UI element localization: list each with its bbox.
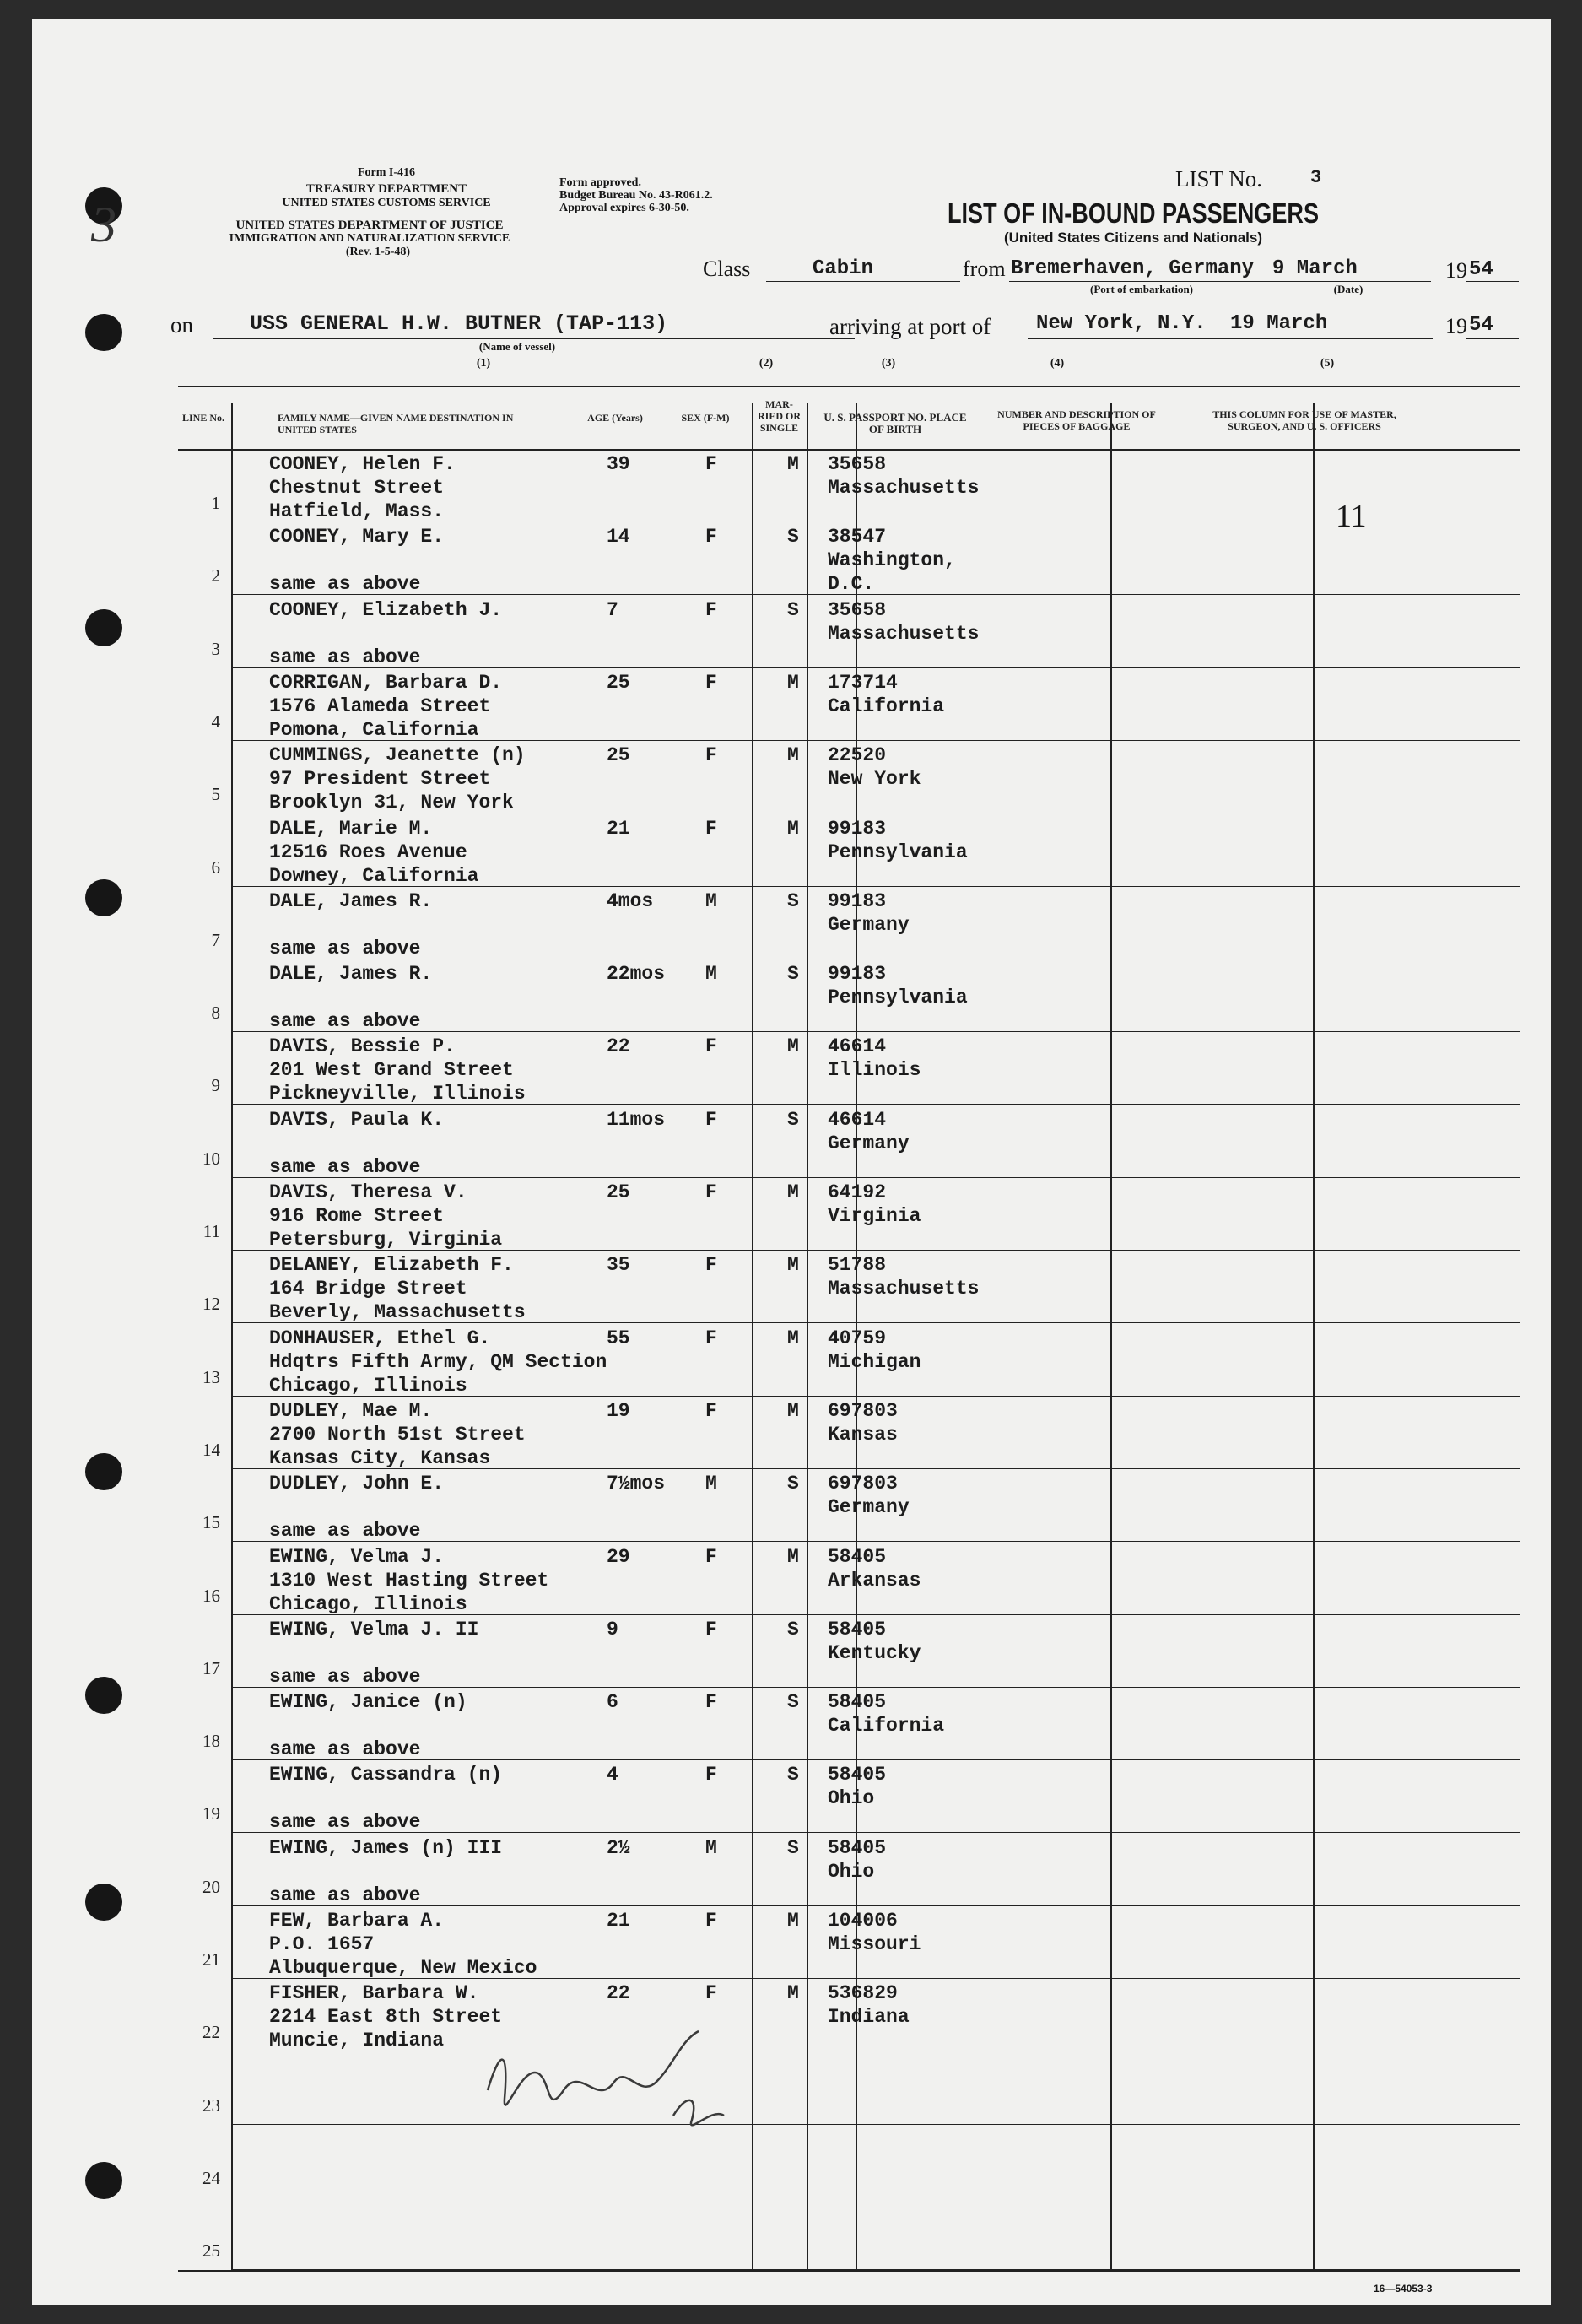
line-number: 2 [211, 565, 220, 586]
place-of-birth: Massachusetts [828, 1278, 980, 1300]
port-of-embarkation: Bremerhaven, Germany [1011, 257, 1255, 280]
age: 25 [607, 1181, 630, 1203]
passport-number: 99183 [828, 889, 887, 912]
marital-status: S [787, 1473, 799, 1495]
passport-number: 173714 [828, 671, 898, 694]
class-value: Cabin [813, 257, 874, 280]
place-of-birth: Massachusetts [828, 622, 980, 645]
passenger-name: DONHAUSER, Ethel G. [269, 1327, 491, 1349]
table-top-rule [178, 386, 1520, 387]
passport-number: 64192 [828, 1181, 887, 1203]
table-row [178, 2124, 1520, 2197]
destination-street: 2214 East 8th Street [269, 2006, 503, 2029]
marital-status: M [787, 1035, 799, 1058]
passenger-name: DUDLEY, Mae M. [269, 1399, 433, 1422]
line-number: 11 [202, 1221, 220, 1241]
col-header-name: FAMILY NAME—GIVEN NAME DESTINATION IN UNITED STATES [278, 412, 514, 435]
destination-city: Hatfield, Mass. [269, 500, 445, 522]
passenger-name: EWING, Cassandra (n) [269, 1764, 503, 1786]
destination-city: Chicago, Illinois [269, 1374, 467, 1397]
line-number: 20 [202, 1876, 220, 1897]
marital-status: S [787, 1108, 799, 1131]
destination-street: 916 Rome Street [269, 1205, 445, 1227]
passenger-name: EWING, Velma J. [269, 1545, 445, 1568]
table-row [178, 595, 1520, 667]
passport-number: 58405 [828, 1691, 887, 1714]
table-row [178, 813, 1520, 886]
age: 2½ [607, 1836, 630, 1859]
line-number: 6 [211, 857, 220, 878]
age: 25 [607, 671, 630, 694]
table-row [178, 1542, 1520, 1614]
table-row [178, 449, 1520, 522]
passport-number: 697803 [828, 1399, 898, 1422]
sex: F [705, 1764, 717, 1786]
sex: F [705, 453, 717, 475]
place-of-birth: Ohio [828, 1787, 875, 1810]
age: 6 [607, 1691, 618, 1714]
line-number: 24 [202, 2167, 220, 2188]
table-row [178, 1759, 1520, 1832]
punch-hole [85, 1453, 122, 1490]
departure-date: 9 March [1272, 257, 1358, 280]
sex: F [705, 526, 717, 549]
sex: F [705, 1910, 717, 1932]
marital-status: S [787, 1836, 799, 1859]
sex: F [705, 1108, 717, 1131]
arriving-label: arriving at port of [829, 314, 991, 339]
destination-city: same as above [269, 1520, 421, 1543]
destination-city: Chicago, Illinois [269, 1592, 467, 1615]
line-number: 3 [211, 638, 220, 659]
page-subtitle: (United States Citizens and Nationals) [1003, 230, 1263, 246]
passenger-name: DELANEY, Elizabeth F. [269, 1254, 514, 1277]
line-number: 19 [202, 1803, 220, 1824]
arrival-year-prefix: 19 [1445, 314, 1467, 338]
col-number-3: (3) [881, 357, 896, 370]
destination-street: Chestnut Street [269, 477, 445, 499]
place-of-birth: Illinois [828, 1059, 921, 1082]
destination-city: same as above [269, 1665, 421, 1688]
passenger-list-sheet [32, 19, 1551, 2305]
passport-number: 99183 [828, 963, 887, 986]
destination-city: Muncie, Indiana [269, 2029, 445, 2052]
passport-number: 46614 [828, 1035, 887, 1058]
passenger-name: COONEY, Elizabeth J. [269, 598, 503, 621]
place-of-birth: Germany [828, 1496, 910, 1519]
table-row [178, 1614, 1520, 1687]
arrival-port: New York, N.Y. [1036, 312, 1207, 335]
marital-status: M [787, 1545, 799, 1568]
destination-city: same as above [269, 1811, 421, 1834]
list-number-label: LIST No. [1175, 166, 1263, 192]
destination-city: same as above [269, 937, 421, 959]
punch-hole [85, 2162, 122, 2199]
place-of-birth: Michigan [828, 1350, 921, 1373]
place-of-birth: New York [828, 768, 921, 791]
line-number: 5 [211, 784, 220, 805]
age: 4mos [607, 889, 654, 912]
destination-city: same as above [269, 1884, 421, 1906]
col-header-officers: THIS COLUMN FOR USE OF MASTER, SURGEON, AND U. S. OFFICERS [1212, 408, 1396, 432]
place-of-birth: Washington, D.C. [828, 549, 956, 596]
passenger-name: DALE, Marie M. [269, 817, 433, 840]
list-number: 3 [1310, 167, 1322, 188]
destination-city: Pickneyville, Illinois [269, 1083, 526, 1105]
punch-hole [85, 1677, 122, 1714]
line-number: 4 [211, 711, 220, 732]
table-row [178, 886, 1520, 959]
place-of-birth: Kansas [828, 1423, 898, 1446]
age: 22mos [607, 963, 666, 986]
age: 21 [607, 1910, 630, 1932]
table-row [178, 740, 1520, 813]
passenger-name: CUMMINGS, Jeanette (n) [269, 744, 526, 767]
marital-status: M [787, 1910, 799, 1932]
age: 21 [607, 817, 630, 840]
place-of-birth: California [828, 1715, 945, 1738]
passenger-name: FEW, Barbara A. [269, 1910, 445, 1932]
class-label: Class [703, 257, 751, 281]
sex: F [705, 817, 717, 840]
punch-hole [85, 314, 122, 351]
col-number-2: (2) [759, 357, 774, 370]
table-row [178, 1396, 1520, 1468]
age: 19 [607, 1399, 630, 1422]
handwritten-mark: 3 [91, 197, 116, 252]
passport-number: 46614 [828, 1108, 887, 1131]
passenger-name: EWING, James (n) III [269, 1836, 503, 1859]
marital-status: S [787, 889, 799, 912]
table-row [178, 2197, 1520, 2269]
age: 55 [607, 1327, 630, 1349]
place-of-birth: Missouri [828, 1933, 921, 1955]
form-number: Form I-416 [357, 166, 416, 179]
col-number-1: (1) [476, 357, 491, 370]
arrival-year: 54 [1469, 314, 1493, 337]
destination-city: Petersburg, Virginia [269, 1229, 503, 1251]
marital-status: S [787, 598, 799, 621]
col-header-age: AGE (Years) [587, 412, 643, 424]
passenger-name: FISHER, Barbara W. [269, 1982, 479, 2005]
age: 14 [607, 526, 630, 549]
table-row [178, 1687, 1520, 1759]
line-number: 25 [202, 2240, 220, 2262]
place-of-birth: California [828, 694, 945, 717]
place-of-birth: Ohio [828, 1860, 875, 1883]
passenger-name: DALE, James R. [269, 889, 433, 912]
age: 4 [607, 1764, 618, 1786]
passport-number: 99183 [828, 817, 887, 840]
footer-code: 16—54053-3 [1374, 2283, 1433, 2294]
departure-year-prefix: 19 [1445, 258, 1467, 283]
place-of-birth: Pennsylvania [828, 840, 968, 863]
passport-number: 58405 [828, 1545, 887, 1568]
sex: M [705, 1836, 717, 1859]
col-header-line: LINE No. [181, 412, 224, 424]
passport-number: 58405 [828, 1618, 887, 1640]
table-row [178, 1105, 1520, 1177]
col-number-5: (5) [1320, 357, 1335, 370]
sex: F [705, 1327, 717, 1349]
line-number: 13 [202, 1366, 220, 1387]
place-of-birth: Indiana [828, 2006, 910, 2029]
passenger-name: DAVIS, Paula K. [269, 1108, 445, 1131]
passenger-name: COONEY, Mary E. [269, 526, 445, 549]
destination-street: 97 President Street [269, 768, 491, 791]
revision-date: (Rev. 1-5-48) [345, 246, 411, 258]
destination-city: Beverly, Massachusetts [269, 1301, 526, 1324]
marital-status: S [787, 1764, 799, 1786]
sex: M [705, 1473, 717, 1495]
passenger-name: DAVIS, Bessie P. [269, 1035, 456, 1058]
punch-hole [85, 1884, 122, 1921]
passport-number: 58405 [828, 1764, 887, 1786]
punch-hole [85, 879, 122, 916]
passport-number: 40759 [828, 1327, 887, 1349]
marital-status: M [787, 744, 799, 767]
col-number-4: (4) [1050, 357, 1065, 370]
vessel-name: USS GENERAL H.W. BUTNER (TAP-113) [250, 311, 668, 336]
handwritten-signature [471, 2014, 749, 2149]
table-row [178, 522, 1520, 594]
place-of-birth: Massachusetts [828, 477, 980, 499]
marital-status: S [787, 1618, 799, 1640]
age: 35 [607, 1254, 630, 1277]
destination-street: 164 Bridge Street [269, 1278, 467, 1300]
line-number: 15 [202, 1512, 220, 1533]
age: 7½mos [607, 1473, 666, 1495]
col-header-passport: U. S. PASSPORT NO. PLACE OF BIRTH [823, 411, 967, 435]
marital-status: M [787, 1399, 799, 1422]
table-row [178, 1833, 1520, 1905]
table-row [178, 1468, 1520, 1541]
passenger-name: EWING, Janice (n) [269, 1691, 467, 1714]
table-bottom-rule [178, 2270, 1520, 2272]
treasury-department: TREASURY DEPARTMENT [305, 182, 467, 196]
sex: F [705, 1035, 717, 1058]
punch-hole [85, 609, 122, 646]
destination-street: P.O. 1657 [269, 1933, 375, 1955]
line-number: 9 [211, 1075, 220, 1096]
age: 7 [607, 598, 618, 621]
destination-city: same as above [269, 1738, 421, 1761]
sex: F [705, 1254, 717, 1277]
marital-status: S [787, 526, 799, 549]
col-header-marital: MAR-RIED OR SINGLE [757, 398, 801, 434]
passport-number: 104006 [828, 1910, 898, 1932]
marital-status: M [787, 1327, 799, 1349]
marital-status: S [787, 1691, 799, 1714]
place-of-birth: Arkansas [828, 1569, 921, 1592]
form-approved: Form approved. [559, 176, 641, 189]
destination-street: 2700 North 51st Street [269, 1423, 526, 1446]
arrival-date: 19 March [1230, 312, 1328, 335]
age: 39 [607, 453, 630, 475]
table-row [178, 1323, 1520, 1396]
line-number: 7 [211, 929, 220, 950]
destination-street: 1576 Alameda Street [269, 694, 491, 717]
destination-city: Downey, California [269, 864, 479, 887]
age: 9 [607, 1618, 618, 1640]
table-row [178, 1978, 1520, 2051]
table-row [178, 1905, 1520, 1978]
line-number: 14 [202, 1439, 220, 1460]
sex: F [705, 671, 717, 694]
destination-street: 12516 Roes Avenue [269, 840, 467, 863]
passport-number: 58405 [828, 1836, 887, 1859]
table-row [178, 667, 1520, 740]
department-of-justice: UNITED STATES DEPARTMENT OF JUSTICE [235, 219, 504, 232]
marital-status: M [787, 1181, 799, 1203]
marital-status: M [787, 671, 799, 694]
from-label: from [963, 257, 1006, 281]
line-number: 21 [202, 1949, 220, 1970]
marital-status: M [787, 453, 799, 475]
marital-status: M [787, 1254, 799, 1277]
line-number: 1 [211, 493, 220, 513]
budget-bureau: Budget Bureau No. 43-R061.2. [559, 189, 713, 202]
age: 29 [607, 1545, 630, 1568]
sex: F [705, 1618, 717, 1640]
passport-number: 51788 [828, 1254, 887, 1277]
ins-label: IMMIGRATION AND NATURALIZATION SERVICE [229, 232, 510, 245]
destination-city: Albuquerque, New Mexico [269, 1957, 537, 1979]
port-embark-note: (Port of embarkation) [1089, 283, 1194, 295]
sex: F [705, 744, 717, 767]
line-number: 12 [202, 1294, 220, 1315]
marital-status: M [787, 1982, 799, 2005]
line-number: 22 [202, 2022, 220, 2043]
table-row [178, 1031, 1520, 1104]
line-number: 18 [202, 1731, 220, 1752]
place-of-birth: Kentucky [828, 1641, 921, 1664]
col-header-baggage: NUMBER AND DESCRIPTION OF PIECES OF BAGGAGE [997, 408, 1156, 432]
passport-number: 38547 [828, 526, 887, 549]
destination-street: 1310 West Hasting Street [269, 1569, 549, 1592]
passenger-name: DAVIS, Theresa V. [269, 1181, 467, 1203]
sex: F [705, 1545, 717, 1568]
sex: F [705, 1399, 717, 1422]
destination-city: same as above [269, 573, 421, 596]
line-number: 23 [202, 2094, 220, 2116]
passport-number: 35658 [828, 453, 887, 475]
age: 25 [607, 744, 630, 767]
destination-city: same as above [269, 1155, 421, 1178]
line-number: 10 [202, 1148, 220, 1169]
date-note: (Date) [1333, 283, 1363, 295]
passport-number: 22520 [828, 744, 887, 767]
on-label: on [170, 312, 193, 338]
officer-note: 11 [1336, 499, 1367, 534]
table-row [178, 1177, 1520, 1250]
age: 22 [607, 1035, 630, 1058]
destination-city: Kansas City, Kansas [269, 1446, 491, 1469]
page-title: LIST OF IN-BOUND PASSENGERS [947, 197, 1320, 229]
passenger-name: CORRIGAN, Barbara D. [269, 671, 503, 694]
passenger-table [178, 19, 1520, 2297]
passport-number: 536829 [828, 1982, 898, 2005]
place-of-birth: Pennsylvania [828, 986, 968, 1009]
sex: M [705, 889, 717, 912]
sex: M [705, 963, 717, 986]
sex: F [705, 1181, 717, 1203]
destination-city: same as above [269, 1010, 421, 1033]
passenger-name: COONEY, Helen F. [269, 453, 456, 475]
approval-expires: Approval expires 6-30-50. [559, 202, 689, 214]
passenger-name: DALE, James R. [269, 963, 433, 986]
vessel-note: (Name of vessel) [478, 340, 556, 353]
col-header-sex: SEX (F-M) [681, 412, 730, 424]
table-row [178, 2051, 1520, 2124]
passenger-name: EWING, Velma J. II [269, 1618, 479, 1640]
destination-city: Pomona, California [269, 718, 479, 741]
marital-status: M [787, 817, 799, 840]
passport-number: 35658 [828, 598, 887, 621]
destination-city: same as above [269, 646, 421, 668]
row-rule [231, 2269, 1520, 2270]
place-of-birth: Germany [828, 1132, 910, 1154]
place-of-birth: Virginia [828, 1205, 921, 1227]
destination-city: Brooklyn 31, New York [269, 792, 514, 814]
table-row [178, 1250, 1520, 1322]
passenger-name: DUDLEY, John E. [269, 1473, 445, 1495]
customs-service: UNITED STATES CUSTOMS SERVICE [282, 197, 491, 209]
line-number: 16 [202, 1585, 220, 1606]
marital-status: S [787, 963, 799, 986]
sex: F [705, 1982, 717, 2005]
place-of-birth: Germany [828, 913, 910, 936]
table-row [178, 959, 1520, 1031]
age: 11mos [607, 1108, 666, 1131]
passport-number: 697803 [828, 1473, 898, 1495]
age: 22 [607, 1982, 630, 2005]
line-number: 17 [202, 1657, 220, 1678]
departure-year: 54 [1469, 258, 1493, 281]
sex: F [705, 1691, 717, 1714]
destination-street: 201 West Grand Street [269, 1059, 514, 1082]
line-number: 8 [211, 1003, 220, 1024]
destination-street: Hdqtrs Fifth Army, QM Section [269, 1350, 607, 1373]
sex: F [705, 598, 717, 621]
